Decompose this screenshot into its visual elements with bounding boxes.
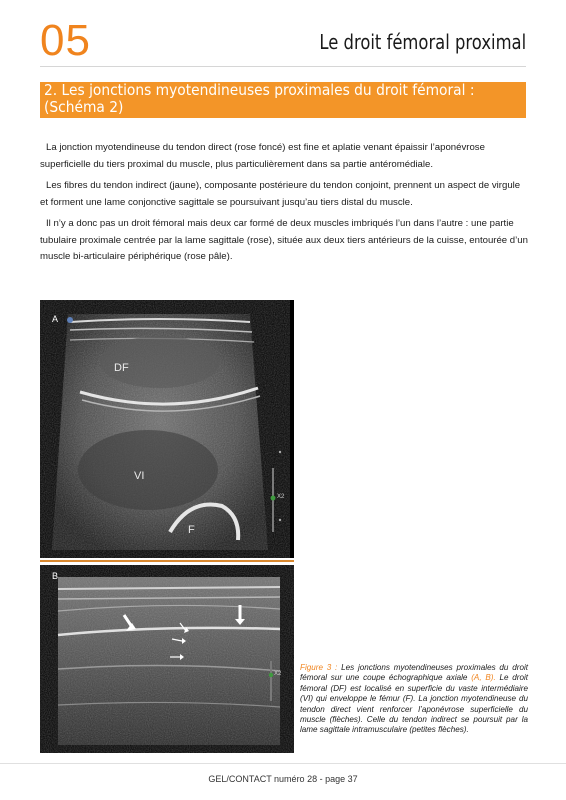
- scale-label-a: X2: [277, 494, 285, 500]
- caption-reference: (A, B).: [471, 673, 496, 683]
- panel-label-a: A: [52, 314, 59, 324]
- figure-caption: [300, 663, 528, 736]
- chapter-number: 05: [40, 16, 91, 65]
- ultrasound-image-a: [40, 300, 294, 558]
- caption-text-2: Le droit fémoral (DF) est localisé en superficie du vaste intermédiaire (VI) qui enveloppe le fémur (F). La jonction myotendineuse du tendon direct vient renforcer l’aponévrose superficielle du muscle (flèches). Celle du tendon indirect se poursuit par la lame sagittale intramusculaire (petites flèches).: [300, 673, 529, 735]
- page-title: Le droit fémoral proximal: [319, 30, 526, 54]
- scale-label-b: X2: [274, 671, 282, 677]
- label-f: F: [188, 524, 195, 536]
- paragraph: Il n’y a donc pas un droit fémoral mais deux car formé de deux muscles imbriqués l’un dans l’autre : une partie tubulaire proximale centrée par la lame sagittale (rose), située aux deux tiers antérieurs de la cuisse, entourée d’un muscle bi-articulaire périphérique (rose pâle).: [40, 218, 528, 262]
- ultrasound-b-graphic: [40, 565, 294, 753]
- paragraph: Les fibres du tendon indirect (jaune), composante postérieure du tendon conjoint, prennent un aspect de virgule et forment une lame conjonctive sagittale se poursuivant jusqu’au tiers distal du muscle.: [40, 180, 521, 208]
- body-text: [40, 140, 530, 271]
- panel-label-b: B: [52, 571, 59, 581]
- ultrasound-image-b: [40, 565, 294, 753]
- title-divider: [40, 66, 526, 67]
- section-title-line-1: 2. Les jonctions myotendineuses proximales du droit fémoral :: [44, 81, 475, 99]
- paragraph: La jonction myotendineuse du tendon direct (rose foncé) est fine et aplatie venant épaissir l’aponévrose superficielle du tiers proximal du muscle, plus particulièrement dans sa partie antéromédiale.: [40, 142, 485, 170]
- caption-text-1: Les jonctions myotendineuses proximales du droit fémoral sur une coupe échographique axiale: [300, 663, 528, 683]
- label-vi: VI: [134, 470, 145, 482]
- ultrasound-a-graphic: [40, 300, 294, 558]
- section-title: [44, 82, 486, 116]
- section-title-line-2: (Schéma 2): [44, 98, 124, 116]
- page-footer: GEL/CONTACT numéro 28 - page 37: [208, 774, 358, 784]
- figure-label: Figure 3 :: [300, 663, 338, 672]
- footer-divider: [0, 763, 566, 764]
- panel-divider: [40, 560, 294, 562]
- label-df: DF: [114, 362, 129, 374]
